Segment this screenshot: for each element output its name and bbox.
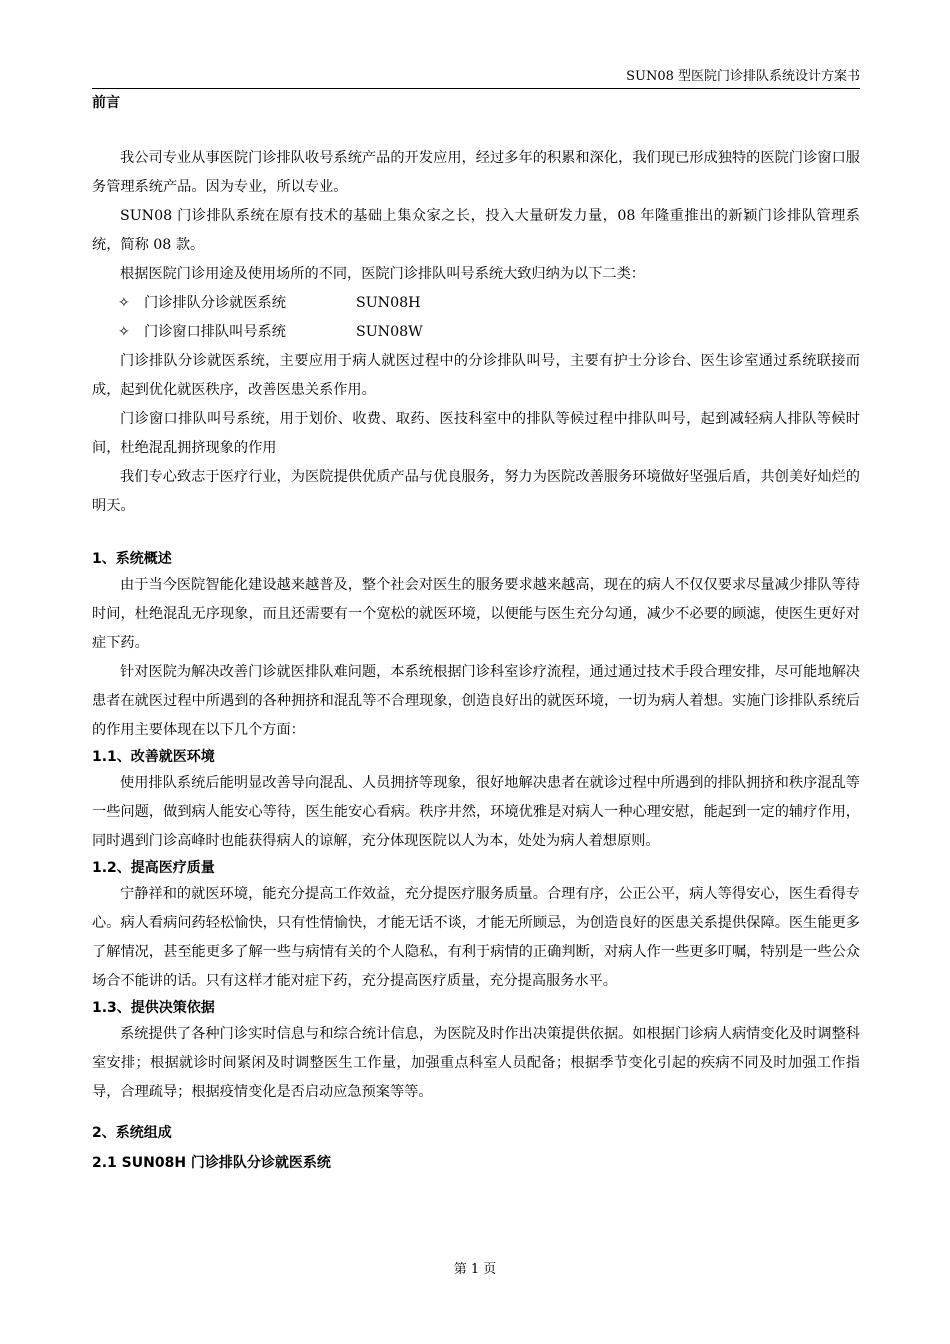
section-1-paragraph-2: 针对医院为解决改善门诊就医排队难问题，本系统根据门诊科室诊疗流程，通过通过技术手段合理安排，尽可能地解决患者在就医过程中所遇到的各种拥挤和混乱等不合理现象，创造良好出的就医环境，一切为病人着想。实施门诊排队系统后的作用主要体现在以下几个方面：: [92, 664, 860, 738]
preface-paragraph-5: 门诊窗口排队叫号系统，用于划价、收费、取药、医技科室中的排队等候过程中排队叫号，起到减轻病人排队等候时间，杜绝混乱拥挤现象的作用: [92, 411, 860, 456]
section-2-heading: 2、系统组成: [92, 1125, 172, 1141]
preface-paragraph-6: 我们专心致志于医疗行业，为医院提供优质产品与优良服务，努力为医院改善服务环境做好坚强后盾，共创美好灿烂的明天。: [92, 469, 860, 514]
section-1-2-heading: 1.2、提高医疗质量: [92, 860, 215, 876]
page-header: SUN08 型医院门诊排队系统设计方案书: [92, 68, 860, 89]
preface-paragraph-3: 根据医院门诊用途及使用场所的不同，医院门诊排队叫号系统大致归纳为以下二类：: [120, 266, 645, 282]
section-2-1-heading: 2.1 SUN08H 门诊排队分诊就医系统: [92, 1155, 331, 1171]
section-1-3-heading: 1.3、提供决策依据: [92, 1000, 215, 1016]
preface-paragraph-2: SUN08 门诊排队系统在原有技术的基础上集众家之长，投入大量研发力量，08 年隆重推出的新颖门诊排队管理系统，简称 08 款。: [92, 208, 860, 253]
bullet-name: 门诊窗口排队叫号系统: [144, 324, 286, 340]
section-1-paragraph-1: 由于当今医院智能化建设越来越普及，整个社会对医生的服务要求越来越高，现在的病人不仅仅要求尽量减少排队等待时间，杜绝混乱无序现象，而且还需要有一个宽松的就医环境，以便能与医生充分勾通，减少不必要的顾滤，使医生更好对症下药。: [92, 577, 860, 651]
diamond-bullet-icon: ✧: [118, 295, 130, 311]
section-1-heading: 1、系统概述: [92, 551, 172, 567]
preface-paragraph-4: 门诊排队分诊就医系统，主要应用于病人就医过程中的分诊排队叫号，主要有护士分诊台、医生诊室通过系统联接而成，起到优化就医秩序，改善医患关系作用。: [92, 353, 860, 398]
diamond-bullet-icon: ✧: [118, 324, 130, 340]
section-1-3-paragraph: 系统提供了各种门诊实时信息与和综合统计信息，为医院及时作出决策提供依据。如根据门诊病人病情变化及时调整科室安排；根据就诊时间紧闲及时调整医生工作量，加强重点科室人员配备；根据季节变化引起的疾病不同及时加强工作指导，合理疏导；根据疫情变化是否启动应急预案等等。: [92, 1026, 860, 1100]
section-1-1-paragraph: 使用排队系统后能明显改善导向混乱、人员拥挤等现象，很好地解决患者在就诊过程中所遇到的排队拥挤和秩序混乱等一些问题，做到病人能安心等待，医生能安心看病。秩序井然，环境优雅是对病人一种心理安慰，能起到一定的辅疗作用，同时遇到门诊高峰时也能获得病人的谅解，充分体现医院以人为本，处处为病人着想原则。: [92, 775, 860, 849]
bullet-item: [92, 318, 860, 347]
document-body: [92, 91, 860, 1175]
bullet-item: [92, 289, 860, 318]
preface-paragraph-1: 我公司专业从事医院门诊排队收号系统产品的开发应用，经过多年的积累和深化，我们现已形成独特的医院门诊窗口服务管理系统产品。因为专业，所以专业。: [92, 150, 860, 195]
section-1-1-heading: 1.1、改善就医环境: [92, 749, 215, 765]
bullet-name: 门诊排队分诊就医系统: [144, 295, 286, 311]
page-number: 第 1 页: [453, 1262, 497, 1277]
preface-heading: 前言: [92, 95, 120, 111]
bullet-code: SUN08W: [356, 324, 423, 340]
bullet-code: SUN08H: [356, 295, 421, 311]
section-1-2-paragraph: 宁静祥和的就医环境，能充分提高工作效益，充分提医疗服务质量。合理有序，公正公平，病人等得安心，医生看得专心。病人看病问药轻松愉快，只有性情愉快，才能无话不谈，才能无所顾忌，为创造良好的医患关系提供保障。医生能更多了解情况，甚至能更多了解一些与病情有关的个人隐私，有利于病情的正确判断，对病人作一些更多叮嘱，特别是一些公众场合不能讲的话。只有这样才能对症下药，充分提高医疗质量，充分提高服务水平。: [92, 886, 860, 989]
